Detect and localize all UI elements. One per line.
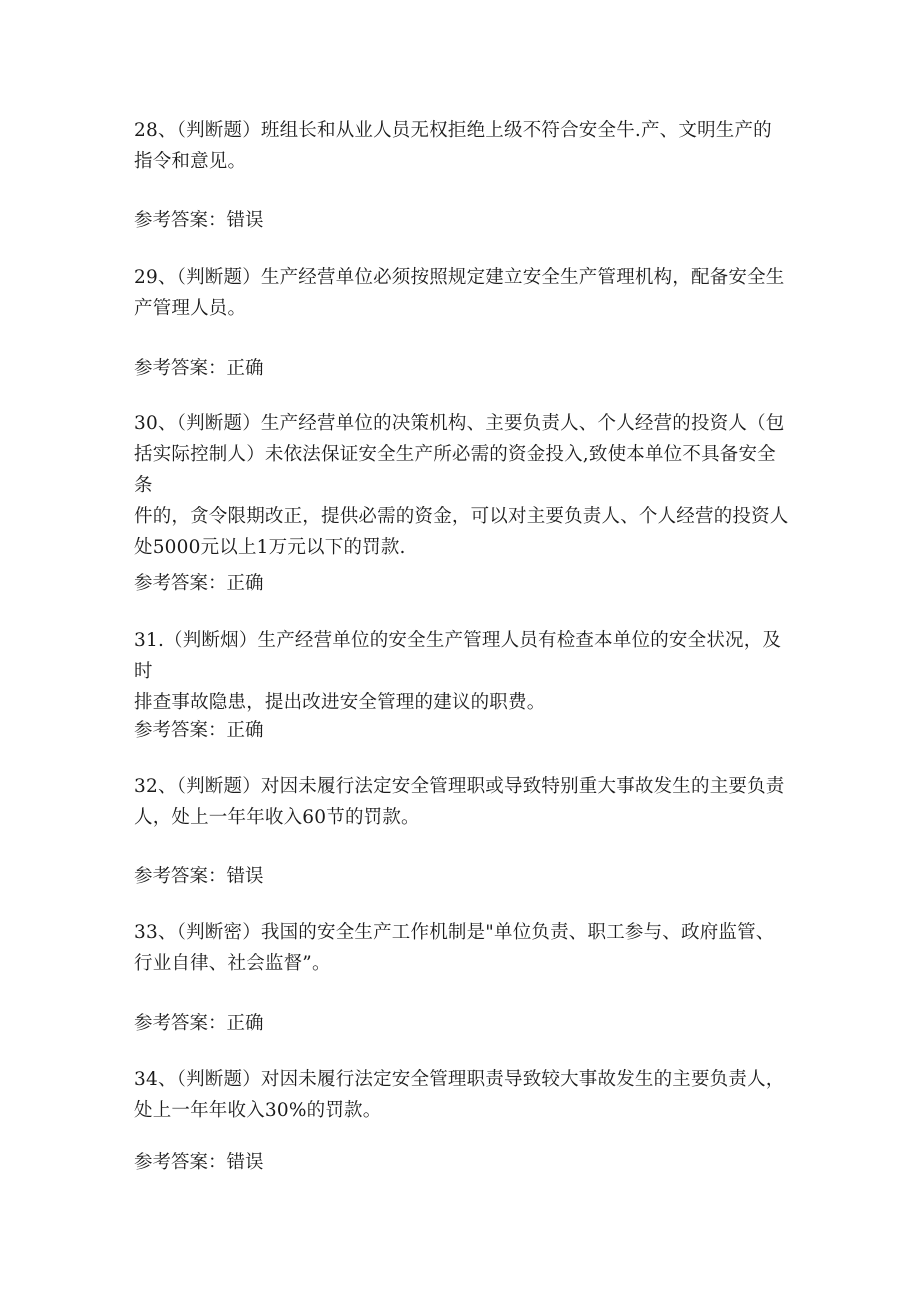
question-line: 排查事故隐患，提出改进安全管理的建议的职费。: [134, 692, 546, 713]
question-line: 件的，贪令限期改正，提供必需的资金，可以对主要负责人、个人经营的投资人: [134, 506, 789, 527]
question-line: 人，处上一年年收入60节的罚款。: [134, 807, 420, 828]
question-line: 行业自律、社会监督”。: [134, 953, 331, 974]
answer-34: 参考答案：错误: [134, 1152, 264, 1173]
question-line: 处5000元以上1万元以下的罚款.: [134, 537, 406, 558]
question-line: 29、（判断题）生产经营单位必须按照规定建立安全生产管理机构，配备安全生: [134, 267, 785, 288]
question-line: 34、（判断题）对因未履行法定安全管理职责导致较大事故发生的主要负责人，: [134, 1069, 785, 1090]
question-33: [134, 917, 794, 979]
question-31: [134, 625, 794, 718]
question-34: [134, 1064, 794, 1126]
question-line: 产管理人员。: [134, 298, 247, 319]
answer-31: 参考答案：正确: [134, 720, 264, 741]
question-30: [134, 408, 794, 563]
question-line: 31.（判断烟）生产经营单位的安全生产管理人员有检查本单位的安全状况，及时: [134, 630, 782, 682]
answer-33: 参考答案：正确: [134, 1013, 264, 1034]
question-line: 32、（判断题）对因未履行法定安全管理职或导致特别重大事故发生的主要负责: [134, 776, 785, 797]
answer-28: 参考答案：错误: [134, 210, 264, 231]
question-line: 30、（判断题）生产经营单位的决策机构、主要负责人、个人经营的投资人（包: [134, 413, 785, 434]
question-28: [134, 115, 794, 177]
answer-29: 参考答案：正确: [134, 358, 264, 379]
question-line: 处上一年年收入30%的罚款。: [134, 1100, 382, 1121]
question-line: 33、（判断密）我国的安全生产工作机制是"单位负责、职工参与、政府监管、: [134, 922, 775, 943]
question-line: 28、（判断题）班组长和从业人员无权拒绝上级不符合安全牛.产、文明生产的: [134, 120, 772, 141]
question-line: 括实际控制人）未依法保证安全生产所必需的资金投入,致使本单位不具备安全条: [134, 444, 776, 496]
answer-32: 参考答案：错误: [134, 866, 264, 887]
question-29: [134, 262, 794, 324]
answer-30: 参考答案：正确: [134, 573, 264, 594]
question-line: 指令和意见。: [134, 151, 247, 172]
question-32: [134, 771, 794, 833]
